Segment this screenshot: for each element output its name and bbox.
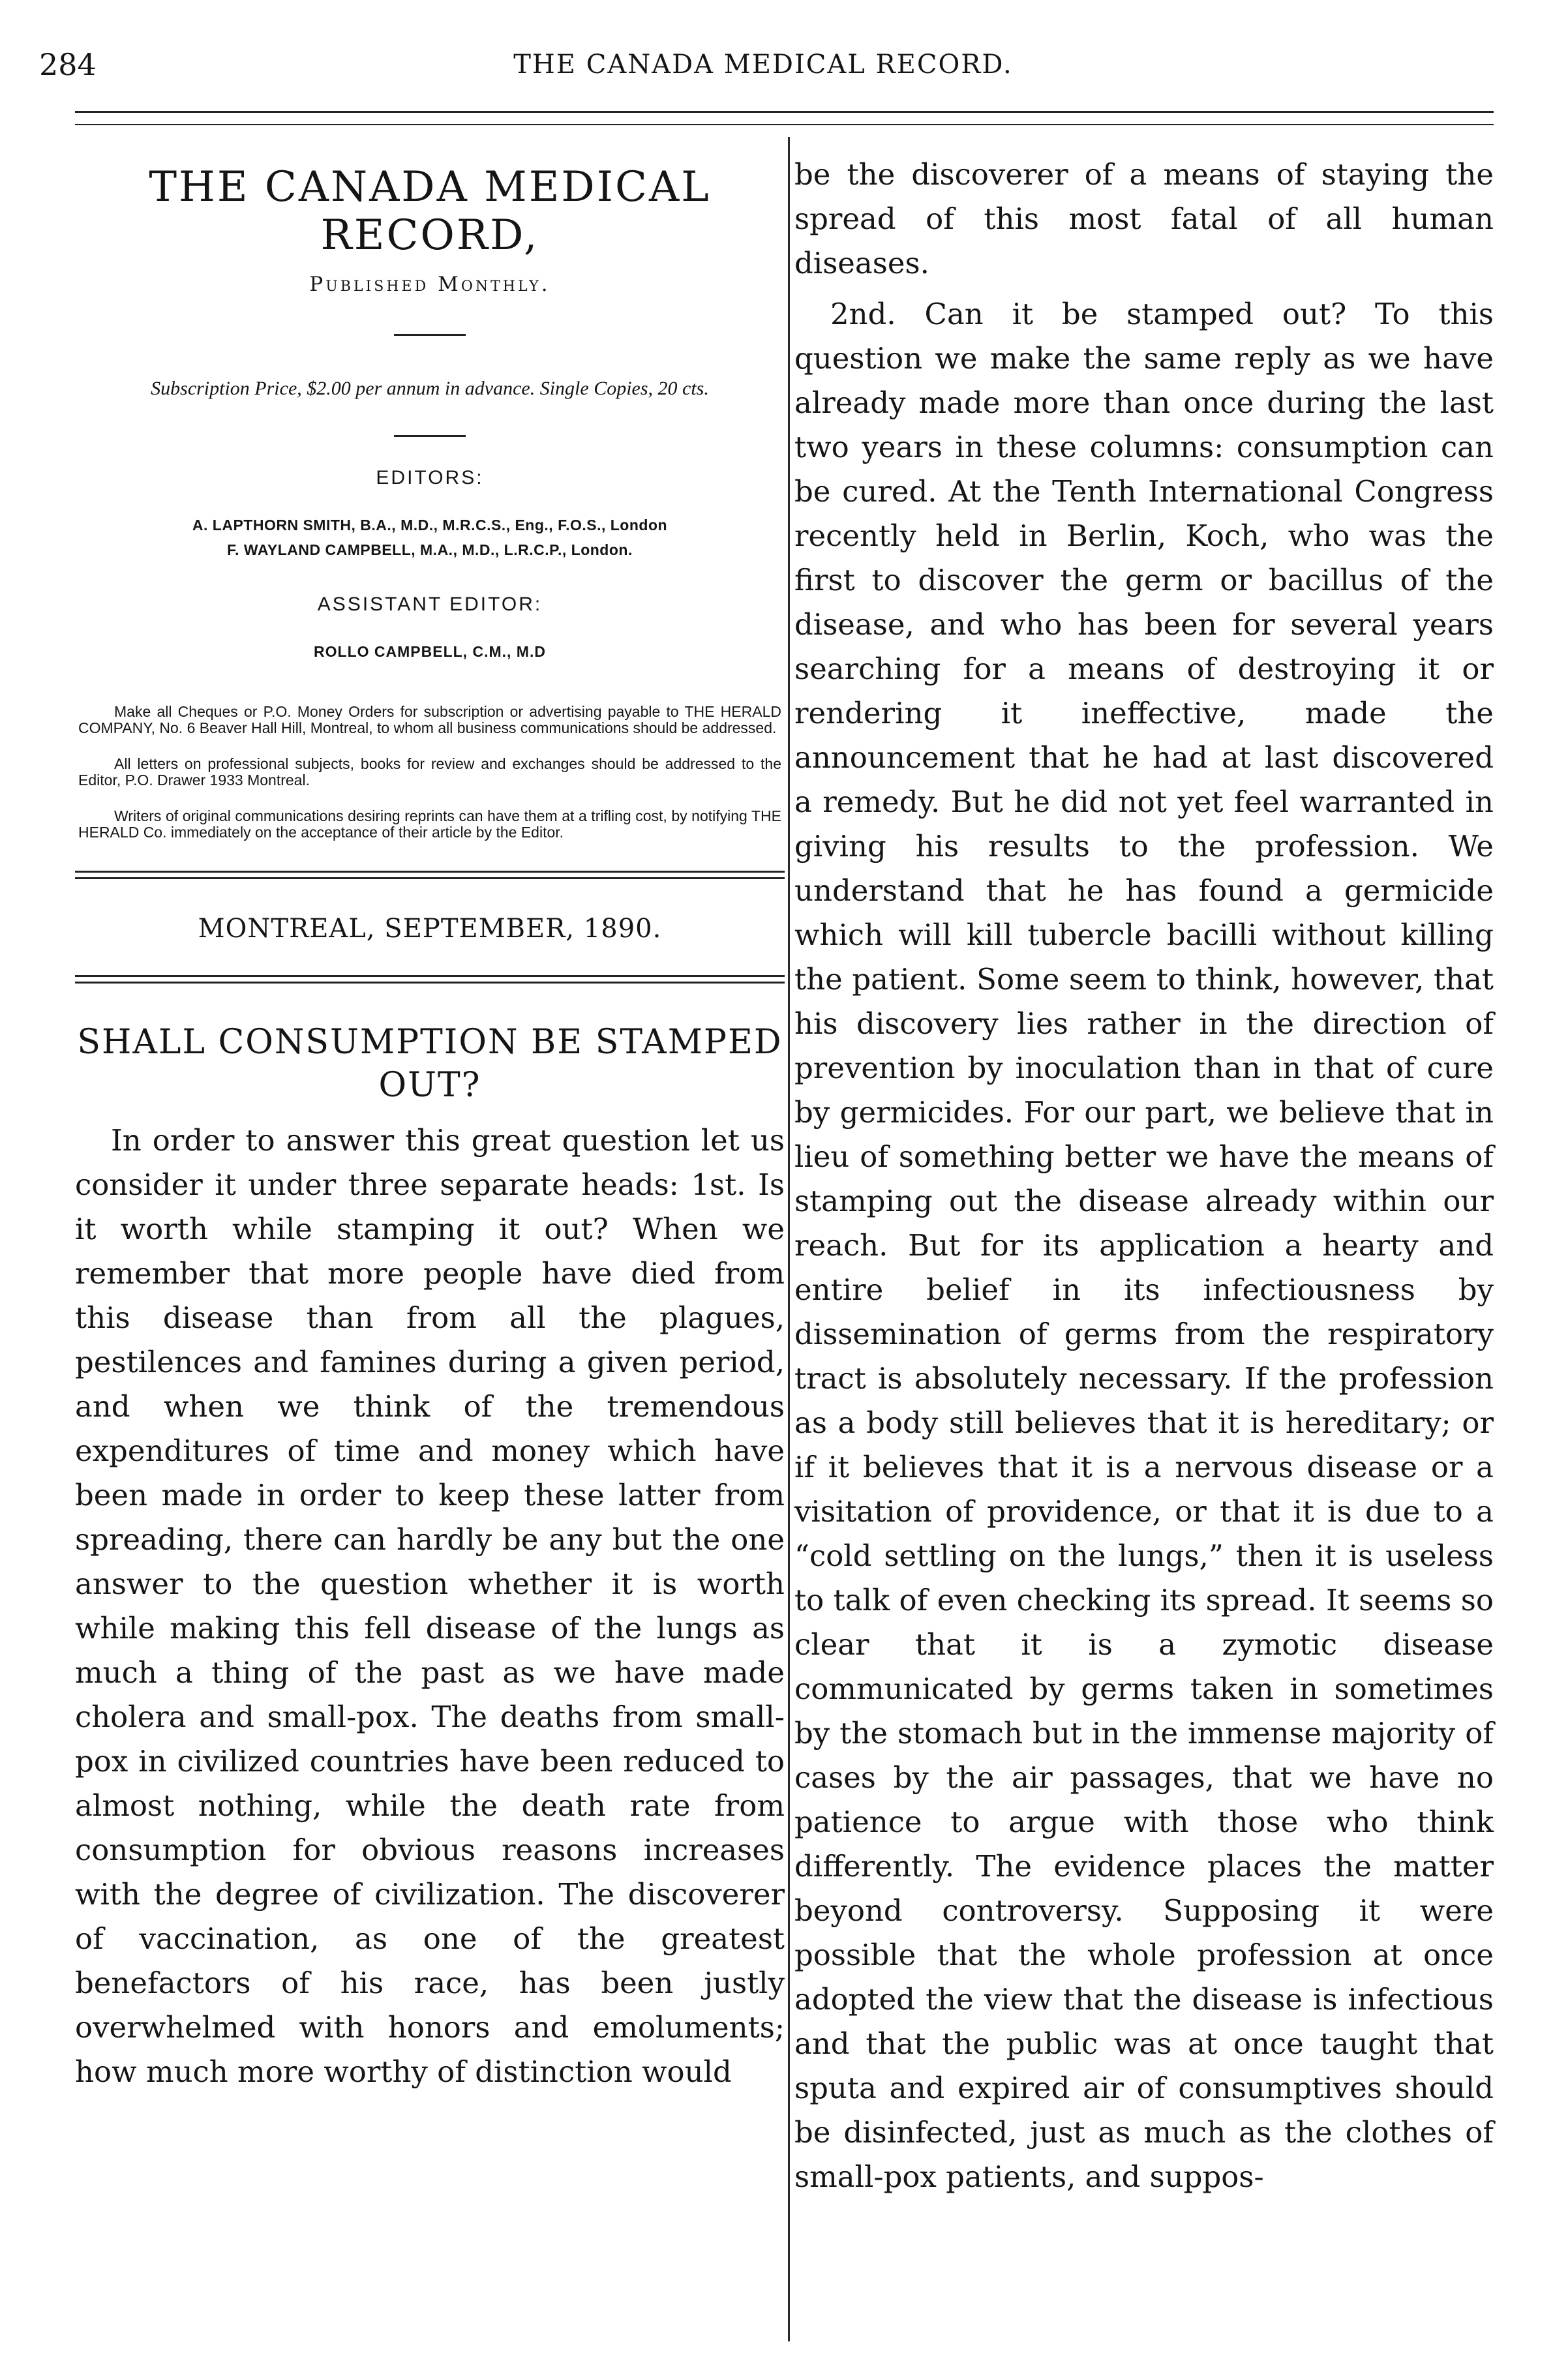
subscription-price: Subscription Price, $2.00 per annum in advance. Single Copies, 20 cts. bbox=[151, 378, 709, 399]
left-column bbox=[75, 150, 785, 2094]
header-rule-top bbox=[75, 111, 1494, 113]
editors-list bbox=[75, 513, 785, 562]
notice-subscriptions: Make all Cheques or P.O. Money Orders for subscription or advertising payable to THE HERALD COMPANY, No. 6 Beaver Hall Hill, Montreal, to whom all business communications should be addressed. bbox=[78, 703, 781, 736]
assistant-editor-heading: ASSISTANT EDITOR: bbox=[317, 594, 543, 615]
editor-entry: F. WAYLAND CAMPBELL, M.A., M.D., L.R.C.P., London. bbox=[227, 541, 633, 558]
running-head bbox=[39, 47, 1487, 93]
masthead-subtitle: Published Monthly. bbox=[309, 273, 550, 296]
column-divider bbox=[788, 137, 790, 2341]
article-body-left: In order to answer this great question let us consider it under three separate heads: 1st. Is it worth while stamping it out? When we remember that more people have died from this disease than from all the plagues, pestilences and famines during a given period, and when we think of the tremendous expenditures of time and money which have been made in order to keep these latter from spreading, there can hardly be any but the one answer to the question whether it is worth while making this fell disease of the lungs as much a thing of the past as we have made cholera and small-pox. The deaths from small-pox in civilized countries have been reduced to almost nothing, while the death rate from consumption for obvious reasons increases with the degree of civilization. The discoverer of vaccination, as one of the greatest benefactors of his race, has been justly overwhelmed with honors and emoluments; how much more worthy of distinction would bbox=[75, 1123, 785, 2089]
assistant-editor-name: ROLLO CAMPBELL, C.M., M.D bbox=[314, 643, 546, 660]
article-title: SHALL CONSUMPTION BE STAMPED OUT? bbox=[77, 1023, 783, 1105]
double-rule bbox=[75, 871, 785, 880]
right-column bbox=[794, 150, 1494, 2199]
masthead-divider bbox=[394, 334, 466, 336]
article-body-right: 2nd. Can it be stamped out? To this question we make the same reply as we have already made more than once during the last two years in these columns: consumption can be cured. At the Tenth International Congress recently held in Berlin, Koch, who was the first to discover the germ or bacillus of the disease, and who has been for several years searching for a means of destroying it or rendering it ineffective, made the announcement that he had at last discovered a remedy. But he did not yet feel warranted in giving his results to the profession. We understand that he has found a germicide which will kill tubercle bacilli without killing the patient. Some seem to think, however, that his discovery lies rather in the direction of prevention by inoculation than in that of cure by germicides. For our part, we believe that in lieu of something better we have the means of stamping out the disease already within our reach. But for its application a hearty and entire belief in its infectiousness by dissemination of germs from the respiratory tract is absolutely necessary. If the profession as a body still believes that it is hereditary; or if it believes that it is a nervous disease or a visitation of providence, or that it is due to a “cold settling on the lungs,” then it is useless to talk of even checking its spread. It seems so clear that it is a zymotic disease communicated by germs taken in sometimes by the stomach but in the immense majority of cases by the air passages, that we have no patience to argue with those who think differently. The evidence places the matter beyond controversy. Supposing it were possible that the whole profession at once adopted the view that the disease is infectious and that the public was at once taught that sputa and expired air of consumptives should be disinfected, just as much as the clothes of small-pox patients, and suppos- bbox=[794, 297, 1494, 2194]
editor-entry: A. LAPTHORN SMITH, B.A., M.D., M.R.C.S., Eng., F.O.S., London bbox=[192, 517, 668, 533]
notice-letters: All letters on professional subjects, books for review and exchanges should be addressed to the Editor, P.O. Drawer 1933 Montreal. bbox=[78, 755, 781, 789]
header-rule-bottom bbox=[75, 124, 1494, 125]
running-title: THE CANADA MEDICAL RECORD. bbox=[513, 50, 1013, 80]
masthead-divider-2 bbox=[394, 435, 466, 437]
notice-reprints: Writers of original communications desiring reprints can have them at a trifling cost, by notifying THE HERALD Co. immediately on the acceptance of their article by the Editor. bbox=[78, 807, 781, 841]
double-rule bbox=[75, 975, 785, 984]
page-number: 284 bbox=[39, 47, 97, 82]
masthead-title: THE CANADA MEDICAL RECORD, bbox=[149, 163, 711, 260]
dateline: MONTREAL, SEPTEMBER, 1890. bbox=[198, 914, 662, 944]
article-body-continuation: be the discoverer of a means of staying the spread of this most fatal of all human diseases. bbox=[794, 157, 1494, 280]
editors-heading: EDITORS: bbox=[376, 467, 484, 488]
